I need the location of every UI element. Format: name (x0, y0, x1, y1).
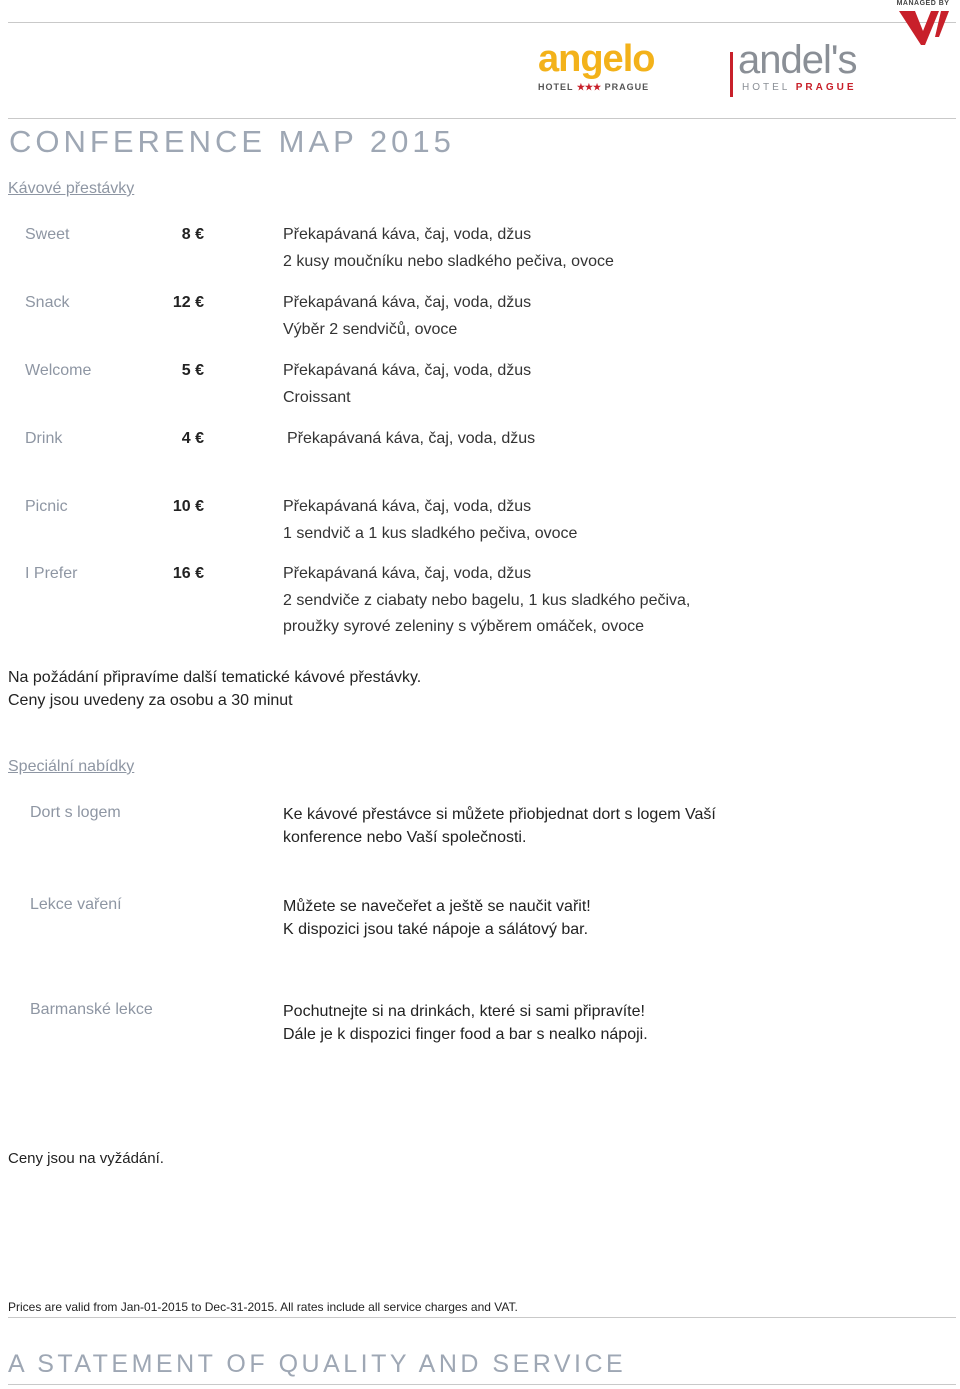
special-description (283, 1000, 648, 1046)
coffee-breaks-notes (8, 666, 421, 712)
description-line: Překapávaná káva, čaj, voda, džus (283, 226, 532, 243)
break-name: I Prefer (25, 565, 78, 582)
note-price-basis: Ceny jsou uvedeny za osobu a 30 minut (8, 692, 293, 709)
break-name: Drink (25, 430, 63, 447)
andels-logo-city: PRAGUE (795, 82, 857, 93)
description-line: Ke kávové přestávce si můžete přiobjednat dort s logem Vaší (283, 806, 716, 823)
angelo-logo-stars: ★★★ (576, 82, 602, 92)
note-themed-breaks: Na požádání připravíme další tematické kávové přestávky. (8, 669, 422, 686)
special-description (283, 803, 716, 849)
description-line: Překapávaná káva, čaj, voda, džus (283, 565, 532, 582)
description-line: 2 kusy moučníku nebo sladkého pečiva, ovoce (283, 252, 614, 270)
break-price: 10 € (172, 498, 204, 515)
vi-mark-icon (895, 7, 951, 47)
andels-logo-word: andel's (738, 38, 857, 82)
break-price: 4 € (181, 430, 204, 447)
break-price: 12 € (172, 294, 204, 311)
angelo-logo-word: angelo (538, 38, 655, 80)
andels-logo-hotel: HOTEL (742, 82, 790, 93)
break-description (287, 426, 535, 453)
price-validity-note: Prices are valid from Jan-01-2015 to Dec-31-2015. All rates include all service charges and VAT. (8, 1300, 518, 1314)
page-title: CONFERENCE MAP 2015 (9, 124, 455, 159)
andels-hotel-logo (728, 40, 898, 100)
description-line: Můžete se navečeřet a ještě se naučit vařit! (283, 898, 591, 915)
break-name: Sweet (25, 226, 70, 243)
description-line: Výběr 2 sendvičů, ovoce (283, 320, 458, 338)
angelo-hotel-logo (538, 40, 688, 98)
footer-top-rule (8, 1317, 956, 1318)
break-description (283, 222, 614, 275)
top-rule (8, 22, 956, 23)
description-line: proužky syrové zeleniny s výběrem omáček, ovoce (283, 618, 645, 635)
break-name: Snack (25, 294, 70, 311)
break-name: Picnic (25, 498, 68, 515)
footer-bottom-rule (8, 1384, 956, 1385)
special-offers-heading: Speciální nabídky (8, 758, 135, 775)
angelo-logo-city: PRAGUE (604, 82, 650, 92)
andels-logo-bar (730, 52, 733, 97)
break-description (283, 561, 690, 641)
break-price: 8 € (181, 226, 204, 243)
description-line: Pochutnejte si na drinkách, které si sami připravíte! (283, 1003, 645, 1020)
description-line: Croissant (283, 388, 351, 406)
description-line: 1 sendvič a 1 kus sladkého pečiva, ovoce (283, 524, 578, 542)
description-line: Překapávaná káva, čaj, voda, džus (283, 362, 532, 379)
description-line: Překapávaná káva, čaj, voda, džus (283, 498, 532, 515)
angelo-logo-hotel: HOTEL (538, 82, 574, 92)
header-rule (8, 118, 956, 119)
special-description (283, 895, 591, 941)
break-description (283, 494, 577, 547)
break-price: 5 € (181, 362, 204, 379)
managed-by-label: MANAGED BY (896, 0, 950, 7)
andels-logo-subline (728, 82, 898, 93)
description-line: konference nebo Vaší společnosti. (283, 829, 527, 846)
break-description (283, 358, 531, 411)
prices-on-request: Ceny jsou na vyžádání. (8, 1150, 164, 1167)
managed-by-vi-logo (892, 0, 954, 48)
special-name: Lekce vaření (30, 896, 122, 913)
description-line: 2 sendviče z ciabaty nebo bagelu, 1 kus sladkého pečiva, (283, 591, 691, 609)
description-line: Dále je k dispozici finger food a bar s nealko nápoji. (283, 1026, 648, 1043)
description-line: K dispozici jsou také nápoje a sálátový bar. (283, 921, 589, 938)
break-description (283, 290, 531, 343)
break-price: 16 € (172, 565, 204, 582)
description-line: Překapávaná káva, čaj, voda, džus (283, 294, 532, 311)
footer-slogan: A STATEMENT OF QUALITY AND SERVICE (8, 1350, 627, 1378)
angelo-logo-subline (538, 82, 688, 93)
break-name: Welcome (25, 362, 92, 379)
special-name: Dort s logem (30, 804, 121, 821)
description-line: Překapávaná káva, čaj, voda, džus (287, 430, 536, 447)
special-name: Barmanské lekce (30, 1001, 153, 1018)
coffee-breaks-heading: Kávové přestávky (8, 180, 135, 197)
